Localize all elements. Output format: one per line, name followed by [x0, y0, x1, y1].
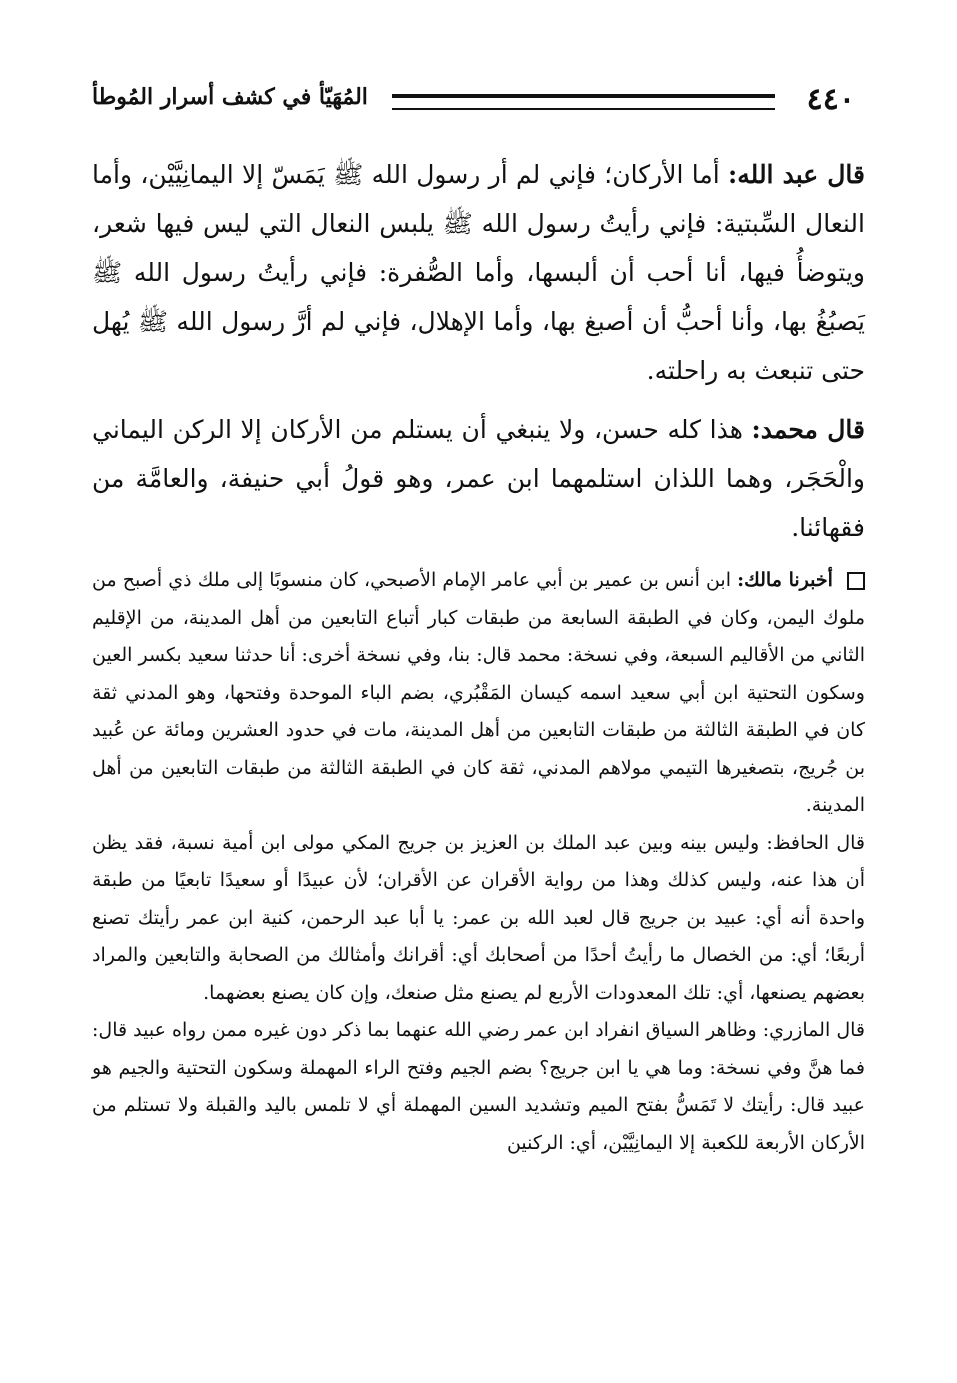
paragraph-text: قال المازري: وظاهر السياق انفراد ابن عمر رضي الله عنهما بما ذكر دون غيره ممن رواه عبيد قال: فما هنَّ وفي نسخة: وما هي يا ابن جريج؟ بضم الجيم وفتح الراء المهملة وسكون التحتية والجيم هو عبيد قال: رأيتك لا تَمَسُّ بفتح الميم وتشديد السين المهملة أي لا تلمس باليد والقبلة ولا تستلم من الأركان الأربعة للكعبة إلا اليمانِيَّيْن، أي: الركنين	[92, 1019, 865, 1154]
paragraph-text: أما الأركان؛ فإني لم أر رسول الله ﷺ يَمَسّ إلا اليمانِيَّيْن، وأما النعال السِّبتية: فإني رأيتُ رسول الله ﷺ يلبس النعال التي ليس فيها شعر، ويتوضأُ فيها، أنا أحب أن ألبسها، وأما الصُّفرة: فإني رأيتُ رسول الله ﷺ يَصبُغُ بها، وأنا أحبُّ أن أصبغ بها، وأما الإهلال، فإني لم أرَّ رسول الله ﷺ يُهل حتى تنبعث به راحلته.	[92, 160, 865, 385]
header-rule	[392, 94, 775, 110]
paragraph-muhammad	[92, 405, 865, 552]
commentary-mazari	[92, 1012, 865, 1162]
hadith-marker-icon	[847, 572, 865, 590]
lead-label: أخبرنا مالك:	[737, 569, 833, 591]
page-header	[92, 80, 865, 116]
page-number: ٤٤٠	[806, 82, 855, 117]
paragraph-text: ابن أنس بن عمير بن أبي عامر الإمام الأصبحي، كان منسوبًا إلى ملك ذي أصبح من ملوك اليمن، وكان في الطبقة السابعة من طبقات كبار أتباع التابعين من أهل المدينة، من الإقليم الثاني من الأقاليم السبعة، وفي نسخة: محمد قال: بنا، وفي نسخة أخرى: أنا حدثنا سعيد بكسر العين وسكون التحتية ابن أبي سعيد اسمه كيسان المَقْبُري، بضم الباء الموحدة وفتحها، وهو المدني ثقة كان في الطبقة الثالثة من طبقات التابعين من أهل المدينة، مات في حدود العشرين ومائة عن عُبيد بن جُريج، بتصغيرها التيمي مولاهم المدني، ثقة كان في الطبقة الثالثة من طبقات التابعين من أهل المدينة.	[92, 569, 865, 816]
paragraph-text: هذا كله حسن، ولا ينبغي أن يستلم من الأركان إلا الركن اليماني والْحَجَر، وهما اللذان استلمهما ابن عمر، وهو قولُ أبي حنيفة، والعامَّة من فقهائنا.	[92, 415, 865, 542]
book-title: المُهَيّأ في كشف أسرار المُوطأ	[92, 84, 368, 110]
paragraph-text: قال الحافظ: وليس بينه وبين عبد الملك بن العزيز بن جريج المكي مولى ابن أمية نسبة، فقد يظن أن هذا عنه، وليس كذلك وهذا من رواية الأقران عن الأقران؛ لأن عبيدًا أو سعيدًا تابعيًا من طبقة واحدة أنه أي: عبيد بن جريج قال لعبد الله بن عمر: يا أبا عبد الرحمن، كنية ابن عمر رأيتك تصنع أربعًا؛ أي: من الخصال ما رأيتُ أحدًا من أصحابك أي: أقرانك وأمثالك من الصحابة والتابعين والمراد بعضهم يصنعها، أي: تلك المعدودات الأربع لم يصنع مثل صنعك، وإن كان يصنع بعضهما.	[92, 831, 865, 1004]
speaker-label: قال محمد:	[751, 415, 865, 444]
speaker-label: قال عبد الله:	[728, 160, 865, 189]
paragraph-abdullah	[92, 150, 865, 395]
page-body	[92, 150, 865, 1162]
commentary-hafiz	[92, 825, 865, 1013]
commentary-malik	[92, 562, 865, 825]
